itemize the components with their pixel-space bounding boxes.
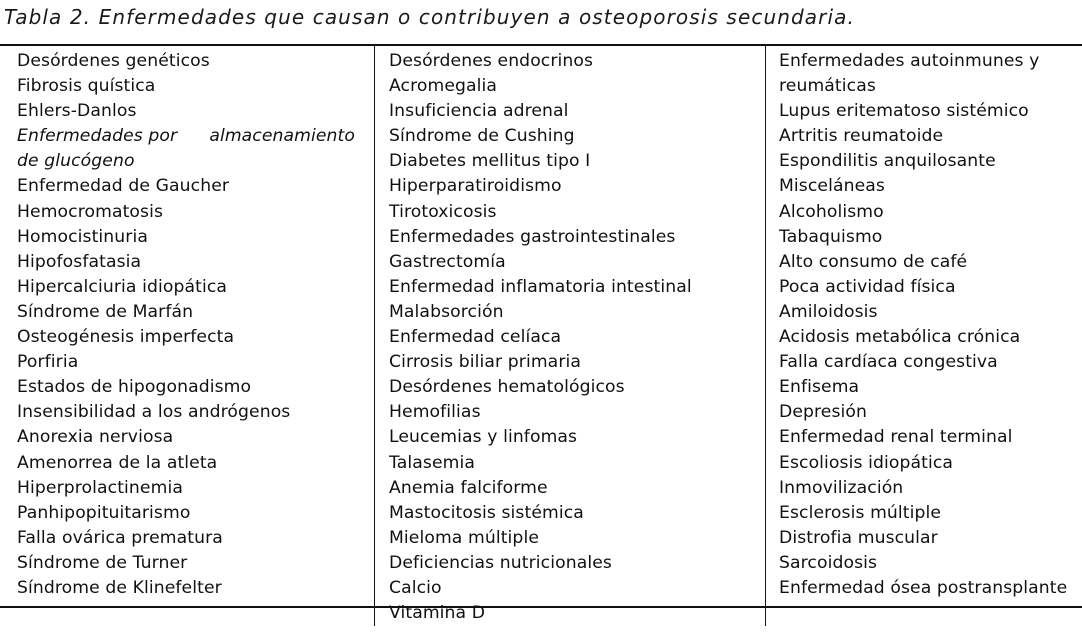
- caption-text: Enfermedades que causan o contribuyen a osteoporosis secundaria.: [98, 5, 855, 29]
- category-heading: Deficiencias nutricionales: [389, 552, 612, 573]
- disease-item: Espondilitis anquilosante: [779, 151, 996, 172]
- disease-item: Malabsorción: [389, 301, 504, 322]
- disease-item: Vitamina D: [389, 603, 486, 624]
- disease-item: Lupus eritematoso sistémico: [779, 101, 1029, 122]
- disease-item: Falla ovárica prematura: [17, 527, 223, 548]
- column-lines: [389, 49, 766, 626]
- table-caption: [4, 5, 855, 29]
- caption-label: Tabla 2.: [4, 5, 92, 29]
- disease-item: Hemofilias: [389, 402, 481, 423]
- disease-item: Artritis reumatoide: [779, 126, 944, 147]
- disease-item: Escoliosis idiopática: [779, 452, 954, 473]
- disease-item: Inmovilización: [779, 477, 904, 498]
- disease-item: Gastrectomía: [389, 251, 506, 272]
- diseases-table: [0, 44, 1082, 624]
- disease-item: Hiperparatiroidismo: [389, 176, 562, 197]
- disease-item: Fibrosis quística: [17, 76, 156, 97]
- disease-item: [17, 124, 355, 149]
- category-heading: Misceláneas: [779, 176, 885, 197]
- disease-item: de glucógeno: [17, 151, 135, 172]
- disease-item-part: almacenamiento: [209, 126, 355, 147]
- category-heading: Estados de hipogonadismo: [17, 377, 252, 398]
- disease-item: Leucemias y linfomas: [389, 427, 578, 448]
- disease-item: Síndrome de Marfán: [17, 301, 194, 322]
- disease-item: Enfermedad inflamatoria intestinal: [389, 276, 692, 297]
- disease-item: Insuficiencia adrenal: [389, 101, 569, 122]
- disease-item: Talasemia: [389, 452, 475, 473]
- disease-item: Osteogénesis imperfecta: [17, 327, 235, 348]
- category-heading: Desórdenes genéticos: [17, 51, 210, 71]
- category-heading: Enfermedades gastrointestinales: [389, 226, 676, 247]
- disease-item: Depresión: [779, 402, 868, 423]
- disease-item: Síndrome de Turner: [17, 552, 188, 573]
- disease-item: Homocistinuria: [17, 226, 148, 247]
- disease-item-part: Enfermedades por: [17, 126, 178, 147]
- category-heading: Desórdenes hematológicos: [389, 377, 625, 398]
- disease-item: Sarcoidosis: [779, 552, 878, 573]
- category-heading: reumáticas: [779, 76, 876, 97]
- disease-item: Enfermedad celíaca: [389, 327, 562, 348]
- column-autoimmune-miscellaneous: [765, 46, 1082, 626]
- disease-item: Tabaquismo: [779, 226, 883, 247]
- disease-item: Anorexia nerviosa: [17, 427, 174, 448]
- disease-item: Amiloidosis: [779, 301, 878, 322]
- disease-item: Síndrome de Cushing: [389, 126, 575, 147]
- disease-item: Diabetes mellitus tipo I: [389, 151, 591, 172]
- disease-item: Porfiria: [17, 352, 79, 373]
- disease-item: Tirotoxicosis: [389, 201, 497, 222]
- disease-item: Enfisema: [779, 377, 860, 398]
- column-lines: [779, 49, 1082, 601]
- disease-item: Anemia falciforme: [389, 477, 548, 498]
- disease-item: Esclerosis múltiple: [779, 502, 942, 523]
- disease-item: Acromegalia: [389, 76, 498, 97]
- column-lines: [17, 49, 374, 601]
- disease-item: Panhipopituitarismo: [17, 502, 191, 523]
- disease-item: Enfermedad de Gaucher: [17, 176, 230, 197]
- disease-item: Hipofosfatasia: [17, 251, 142, 272]
- disease-item: Poca actividad física: [779, 276, 956, 297]
- disease-item: Hemocromatosis: [17, 201, 164, 222]
- disease-item: Falla cardíaca congestiva: [779, 352, 998, 373]
- disease-item: Síndrome de Klinefelter: [17, 577, 222, 598]
- disease-item: Cirrosis biliar primaria: [389, 352, 581, 373]
- disease-item: Acidosis metabólica crónica: [779, 327, 1021, 348]
- disease-item: Hiperprolactinemia: [17, 477, 183, 498]
- disease-item: Mieloma múltiple: [389, 527, 539, 548]
- column-endocrine-gi-hematologic-nutritional: [374, 46, 766, 626]
- disease-item: Calcio: [389, 577, 442, 598]
- disease-item: Alto consumo de café: [779, 251, 968, 272]
- disease-item: Insensibilidad a los andrógenos: [17, 402, 291, 423]
- disease-item: Distrofia muscular: [779, 527, 938, 548]
- disease-item: Enfermedad ósea postransplante: [779, 577, 1068, 598]
- category-heading: Desórdenes endocrinos: [389, 51, 594, 71]
- column-genetic-hypogonadism: [0, 46, 374, 626]
- category-heading: Enfermedades autoinmunes y: [779, 51, 1040, 71]
- disease-item: Amenorrea de la atleta: [17, 452, 218, 473]
- disease-item: Alcoholismo: [779, 201, 884, 222]
- disease-item: Hipercalciuria idiopática: [17, 276, 227, 297]
- disease-item: Ehlers-Danlos: [17, 101, 137, 122]
- disease-item: Mastocitosis sistémica: [389, 502, 584, 523]
- disease-item: Enfermedad renal terminal: [779, 427, 1013, 448]
